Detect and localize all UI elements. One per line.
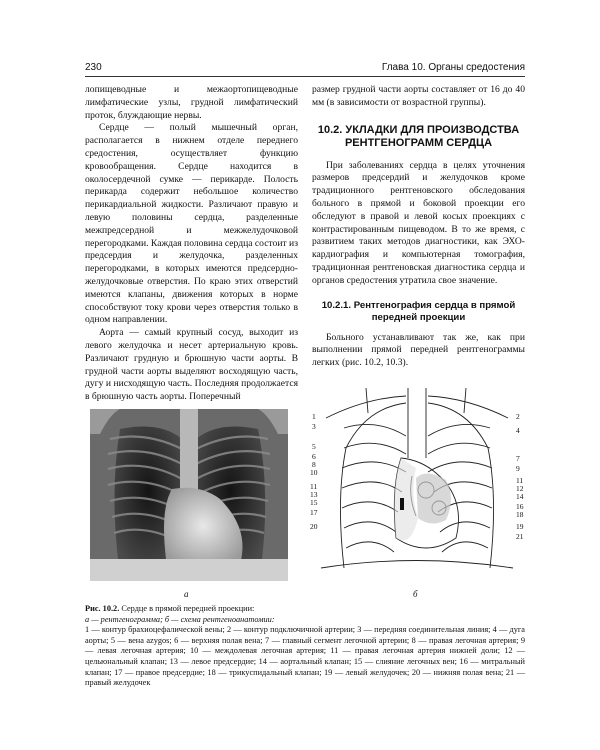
scheme-number: 13 [310, 490, 318, 499]
scheme-number: 8 [312, 460, 316, 469]
paragraph: При заболеваниях сердца в целях уточнения размеров предсердий и желудочков кроме традиционного рентгеновского обследования больного в прямой и боковой проекции его обследуют в правой и левой косых проекциях с контрастированным пищеводом. В то же время, с развитием таких методов диагностики, как ЭХО-кардиография и компьютерная томография, традиционная рентгеновская диагностика сердца и органов средостения утратила свое значение. [312, 159, 525, 286]
chapter-title: Глава 10. Органы средостения [381, 62, 525, 73]
scheme-number: 11 [516, 476, 524, 485]
scheme-number: 3 [312, 422, 316, 431]
section-heading: 10.2. УКЛАДКИ ДЛЯ ПРОИЗВОДСТВА РЕНТГЕНОГРАММ СЕРДЦА [317, 123, 520, 149]
left-column [85, 84, 298, 404]
page-number: 230 [85, 62, 102, 73]
scheme-number: 17 [310, 508, 318, 517]
scheme-number: 14 [516, 492, 524, 501]
scheme-number: 6 [312, 452, 316, 461]
caption-body: 1 — контур брахиоцефалической вены; 2 — контур подключичной артерии; 3 — передняя соединительная линия; 4 — дуга аорты; 5 — вена azygos; 6 — верхняя полая вена; 7 — главный сегмент легочной артерии; 8 — правая легочная артерия; 9 — левая легочная артерия; 10 — междолевая легочная артерия; 11 — правая легочная артерия нижней доли; 12 — цельюнальный клапан; 13 — левое предсердие; 14 — аортальный клапан; 15 — слияние легочных вен; 16 — митральный клапан; 17 — правое предсердие; 18 — трикуспидальный клапан; 19 — левый желудочек; 20 — нижняя полая вена; 21 — правый желудочек [85, 625, 525, 688]
scheme-number: 4 [516, 426, 520, 435]
scheme-number: 15 [310, 498, 318, 507]
scheme-number: 19 [516, 522, 524, 531]
right-column [312, 84, 525, 370]
paragraph: Больного устанавливают так же, как при выполнении прямой передней рентгенограммы легких (рис. 10.2, 10.3). [312, 331, 525, 369]
caption-title: Рис. 10.2. [85, 604, 120, 613]
radioanatomy-scheme [306, 388, 528, 580]
scheme-number: 11 [310, 482, 318, 491]
scheme-number: 9 [516, 464, 520, 473]
scheme-number: 18 [516, 510, 524, 519]
scheme-number: 16 [516, 502, 524, 511]
chest-radiograph [90, 409, 288, 581]
paragraph: размер грудной части аорты составляет от 16 до 40 мм (в зависимости от возрастной группы). [312, 84, 525, 108]
paragraph: лопищеводные и межаортопищеводные лимфатические узлы, грудной лимфатический проток, блуждающие нервы. [85, 84, 298, 121]
scheme-number: 20 [310, 522, 318, 531]
caption-subtitle: а — рентгенограмма; б — схема рентгеноанатомии: [85, 614, 275, 624]
scheme-number: 7 [516, 454, 520, 463]
figure-label-b: б [413, 589, 418, 599]
scheme-number: 21 [516, 532, 524, 541]
scheme-number: 5 [312, 442, 316, 451]
scheme-number: 12 [516, 484, 524, 493]
running-header [85, 60, 525, 77]
paragraph: Аорта — самый крупный сосуд, выходит из левого желудочка и несет артериальную кровь. Различают грудную и брюшную части аорты. В грудной части аорты выделяют восходящую часть, дугу и нисходящую часть. Последняя продолжается в брюшную часть аорты. Поперечный [85, 327, 298, 403]
caption-title-rest: Сердце в прямой передней проекции: [119, 604, 255, 613]
scheme-number: 2 [516, 412, 520, 421]
paragraph: Сердце — полый мышечный орган, располагается в нижнем отделе переднего средостения, осуществляет функцию кровообращения. Сердце находится в околосердечной сумке — перикарде. Полость перикарда содержит небольшое количество перикардиальной жидкости. Различают правую и левую половины сердца, разделенные межпредсердной и межжелудочковой перегородками. Каждая половина сердца состоит из предсердия и желудочка, разделенных перегородками, в которых имеются предсердно-желудочковые отверстия. По краю этих отверстий имеются клапаны, движения которых в норме способствуют току крови через отверстия только в одном направлении. [85, 122, 298, 326]
figure-caption [85, 604, 525, 689]
scheme-number: 10 [310, 468, 318, 477]
subsection-heading: 10.2.1. Рентгенография сердца в прямой передней проекции [321, 299, 516, 323]
scheme-number: 1 [312, 412, 316, 421]
figure-label-a: а [184, 589, 189, 599]
